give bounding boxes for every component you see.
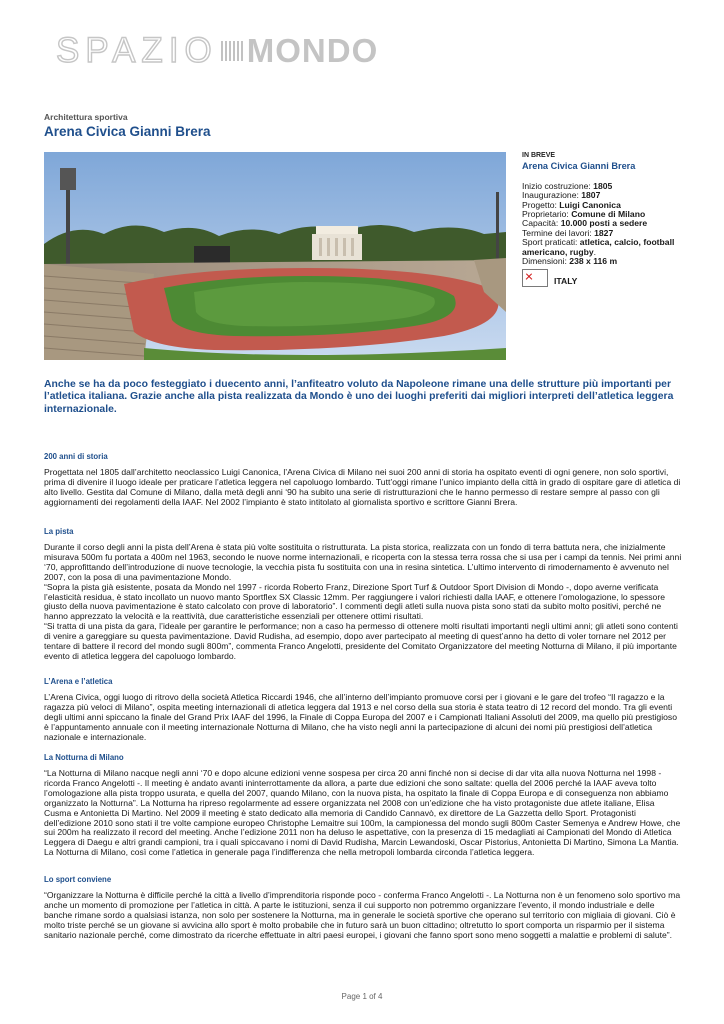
page-title: Arena Civica Gianni Brera — [44, 124, 211, 139]
section-arena-atletica — [44, 677, 682, 743]
logo-text-spazio: SPAZIO — [56, 31, 218, 70]
fact-key: Progetto: — [522, 199, 560, 210]
country-label: ITALY — [554, 276, 578, 287]
stadium-photo — [44, 152, 506, 360]
section-notturna — [44, 753, 682, 858]
fact-value: 1827 — [594, 227, 614, 238]
broken-flag-image-icon — [522, 269, 548, 287]
section-body: “La Notturna di Milano nacque negli anni ‘70 e dopo alcune edizioni venne sospesa per circa 20 anni finché non si decise di dar vita alla nuova Notturna nel 1998 - ricorda Franco Angelotti -. Il meeting è andato avanti ininterrottamente da allora, a parte due edizioni che sono saltate: quella del 2006 perché la IAAF aveva tolto l’omologazione alla pista troppo usurata, e quella del 2007, quando Milano, con la nuova pista, ha ospitato la finale di Coppa Europa e di conseguenza non abbiamo organizzato la Notturna”. La Notturna ha ripreso regolarmente ad essere organizzata nel 2008 con un’edizione che ha visto protagoniste due atlete italiane, Elisa Cusma e Antonietta Di Martino. Nel 2009 il meeting è stato dedicato alla memoria di Candido Cannavò, ex direttore de La Gazzetta dello Sport. Protagonisti dell’edizione 2010 sono stati il tre volte campione europeo Christophe Lemaitre sui 100m, la campionessa del mondo sugli 800m Caster Semenya e Andrew Howe, che sui 200m ha realizzato il record del meeting. Anche l’edizione 2011 non ha deluso le aspettative, con la presenza di 15 medagliati ai Campionati del Mondo di Atletica Leggera di Daegu e altri grandi campioni, tra i quali spiccavano i nomi di David Rudisha, Marcin Lewandoski, Oscar Pistorius, Antonietta Di Martino, Simona La Mantia. La Notturna di Milano, così come l’atletica in generale paga l’indifferenza che nella metropoli lombarda circonda l’atletica leggera. — [44, 768, 681, 858]
fact-key: Capacità: — [522, 218, 561, 229]
fact-value: atletica, calcio, football americano, rugby — [522, 237, 675, 257]
section-body: “Organizzare la Notturna è difficile perché la città a livello d’imprenditoria risponde poco - conferma Franco Angelotti -. La Notturna non è un fenomeno solo sportivo ma anche un momento di promozione per l’atletica in città. A parte le istituzioni, senza il cui supporto non potremmo organizzare l’evento, il mondo industriale e delle banche rimane sordo a qualsiasi istanza, non solo per sostenere la Notturna, ma in generale le società sportive che operano sul territorio con migliaia di giovani. Ciò è molto triste perché se un giovane si avvicina allo sport è molto probabile che in futuro sarà un buon cittadino; oltretutto lo sport comporta un risparmio per il sistema sanitario nazionale perché, come dimostrato da ricerche effettuate in altri paesi europei, i giovani che fanno sport sono meno soggetti a malattie e problemi di salute”. — [44, 890, 681, 940]
country-row — [522, 269, 692, 287]
fact-key: Inaugurazione: — [522, 190, 582, 201]
section-heading: Lo sport conviene — [44, 875, 112, 884]
section-heading: La pista — [44, 527, 74, 536]
fact-row — [522, 257, 692, 266]
fact-value: 1805 — [593, 180, 613, 191]
section-body: L’Arena Civica, oggi luogo di ritrovo della società Atletica Riccardi 1946, che all’interno dell’impianto promuove corsi per i giovani e le gare del trofeo “Il ragazzo e la ragazza più veloci di Milano”, ospita meeting internazionali di atletica leggera dal 1913 e nel corso della sua storia è stata teatro di 12 record del mondo. Tra gli eventi degli ultimi anni spiccano la finale del Grand Prix IAAF del 1996, la Finale di Coppa Europa del 2007 e i Campionati Italiani Assoluti del 2009, ma quello più prestigioso è l’appuntamento annuale con il meeting internazionale Notturna di Milano, che ha visto negli anni la partecipazione di alcuni dei nomi più prestigiosi dell’atletica nazionale e internazionale. — [44, 692, 677, 742]
page-number: Page 1 of 4 — [341, 992, 383, 1001]
fact-value: 1807 — [581, 190, 601, 201]
category-kicker: Architettura sportiva — [44, 112, 128, 122]
logo-text-mondo: MONDO — [246, 32, 379, 69]
fact-key: Inizio costruzione: — [522, 180, 594, 191]
section-body: Durante il corso degli anni la pista dell’Arena è stata più volte sostituita o ristrutturata. La pista storica, realizzata con un fondo di terra battuta nera, che inizialmente misurava 500m fu portata a 400m nel 1963, secondo le nuove norme internazionali, e ricoperta con la stessa terra rossa che si usa per i campi da tennis. Nei primi anni ‘70, approfittando dell’introduzione di nuove tecnologie, la vecchia pista fu sostituita con una in resina sintetica. L’ultimo intervento di rimodernamento è avvenuto nel 2007, con la posa di una pavimentazione Mondo. “Sopra la pista già esistente, posata da Mondo nel 1997 - ricorda Roberto Franz, Direzione Sport Turf & Outdoor Sport Division di Mondo -, dopo averne verificata l’elasticità residua, è stato incollato un nuovo manto Sportflex SX Classic 12mm. Per raggiungere i valori richiesti dalla IAAF, e ottenere l’omologazione, lo spessore giusto della nuova pavimentazione è stato calcolato con prove di laboratorio”. I commenti degli atleti sulla nuova pista sono stati da subito molto positivi, perché ne hanno apprezzato la velocità e la reattività, due caratteristiche essenziali per ottenere ottimi risultati. “Si tratta di una pista da gara, l’ideale per garantire le performance; non a caso ha permesso di ottenere molti risultati importanti negli ultimi anni; gli atleti sono contenti di venire a gareggiare su questa pavimentazione. David Rudisha, ad esempio, dopo aver partecipato al meeting di quest’anno ha detto di voler tornare nel 2012 per tentare di battere il record del mondo sugli 800m”, commenta Franco Angelotti, presidente del Comitato Organizzatore del meeting Notturna di Milano, il più importante evento di atletica leggera del capoluogo lombardo. — [44, 542, 682, 661]
section-storia — [44, 452, 682, 508]
in-brief-label: IN BREVE — [522, 152, 556, 159]
fact-key: Dimensioni: — [522, 256, 570, 267]
in-brief-box — [522, 151, 692, 287]
section-pista — [44, 527, 682, 662]
fact-value: 10.000 posti a sedere — [560, 218, 648, 229]
logo-bars-icon — [221, 41, 243, 61]
spaziomondo-logo — [56, 31, 379, 70]
in-brief-name: Arena Civica Gianni Brera — [522, 161, 636, 172]
section-heading: L’Arena e l’atletica — [44, 677, 113, 686]
fact-key: Sport praticati: — [522, 237, 580, 248]
section-heading: 200 anni di storia — [44, 452, 108, 461]
fact-key: Termine dei lavori: — [522, 227, 595, 238]
lead-paragraph: Anche se ha da poco festeggiato i duecento anni, l’anfiteatro voluto da Napoleone rimane una delle strutture più importanti per l’atletica italiana. Grazie anche alla pista realizzata da Mondo è uno dei luoghi preferiti dai migliori interpreti dell’atletica leggera internazionale. — [44, 379, 674, 415]
section-sport-conviene — [44, 875, 682, 941]
section-body: Progettata nel 1805 dall’architetto neoclassico Luigi Canonica, l’Arena Civica di Milano nei suoi 200 anni di storia ha ospitato eventi di ogni genere, non solo sportivi, prima di divenire il luogo ideale per praticare l’atletica leggera nel capoluogo lombardo. Tutt’oggi rimane l’unico impianto della città in grado di ospitare gare di atletica di alto livello. Gestita dal Comune di Milano, dalla metà degli anni ‘90 ha subito una serie di ristrutturazioni che le hanno permesso di restare sempre al passo con gli aggiornamenti dei regolamenti della IAAF. Nel 2002 l’impianto è stato intitolato al giornalista sportivo e scrittore Gianni Brera. — [44, 467, 681, 507]
fact-value: Luigi Canonica — [559, 199, 621, 210]
section-heading: La Notturna di Milano — [44, 753, 124, 762]
fact-row: Sport praticati: atletica, calcio, football americano, rugby. — [522, 237, 675, 257]
fact-value: 238 x 116 m — [569, 256, 618, 267]
fact-value: Comune di Milano — [571, 209, 646, 220]
fact-key: Proprietario: — [522, 209, 572, 220]
